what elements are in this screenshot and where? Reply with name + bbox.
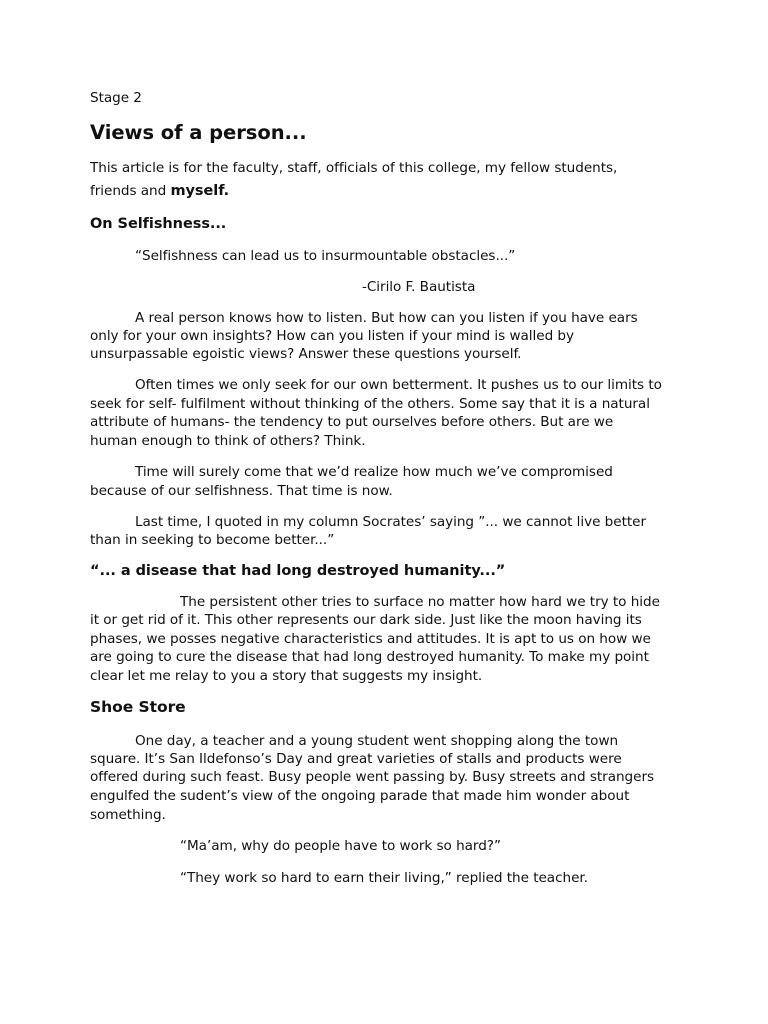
paragraph-line: it or get rid of it. This other represents our dark side. Just like the moon having its xyxy=(90,612,642,628)
paragraph-line: human enough to think of others? Think. xyxy=(90,433,366,449)
paragraph-line: phases, we posses negative characteristics and attitudes. It is apt to us on how we xyxy=(90,631,651,647)
paragraph-line: square. It’s San Ildefonso’s Day and great varieties of stalls and products were xyxy=(90,751,622,767)
dialogue-line: “They work so hard to earn their living,” replied the teacher. xyxy=(180,870,588,886)
paragraph-line: offered during such feast. Busy people went passing by. Busy streets and strangers xyxy=(90,769,655,785)
section-heading-selfishness: On Selfishness... xyxy=(90,216,227,232)
stage-label: Stage 2 xyxy=(90,90,142,106)
paragraph-line: because of our selfishness. That time is now. xyxy=(90,483,393,499)
paragraph-line: Often times we only seek for our own betterment. It pushes us to our limits to xyxy=(135,377,662,393)
paragraph-line: attribute of humans- the tendency to put ourselves before others. But are we xyxy=(90,414,614,430)
paragraph-line: something. xyxy=(90,807,166,823)
quote-text: “Selfishness can lead us to insurmountable obstacles...” xyxy=(135,248,516,264)
paragraph-line: A real person knows how to listen. But how can you listen if you have ears xyxy=(135,310,638,326)
section-heading-shoe-store: Shoe Store xyxy=(90,698,186,716)
paragraph-line: are going to cure the disease that had long destroyed humanity. To make my point xyxy=(90,649,649,665)
paragraph-line: Last time, I quoted in my column Socrates’ saying ”... we cannot live better xyxy=(135,514,646,530)
paragraph-line: engulfed the sudent’s view of the ongoing parade that made him wonder about xyxy=(90,788,630,804)
paragraph-line: clear let me relay to you a story that suggests my insight. xyxy=(90,668,483,684)
intro-line-1: This article is for the faculty, staff, officials of this college, my fellow students, xyxy=(90,160,618,176)
page-title: Views of a person... xyxy=(90,121,307,144)
paragraph-line: unsurpassable egoistic views? Answer these questions yourself. xyxy=(90,346,522,362)
paragraph-line: Time will surely come that we’d realize how much we’ve compromised xyxy=(135,464,613,480)
paragraph-line: seek for self- fulfilment without thinking of the others. Some say that it is a natural xyxy=(90,396,650,412)
section-heading-disease: “... a disease that had long destroyed humanity...” xyxy=(90,563,506,579)
intro-emphasis: myself. xyxy=(170,183,230,199)
intro-line-2-text: friends and xyxy=(90,183,171,199)
paragraph-line: only for your own insights? How can you listen if your mind is walled by xyxy=(90,328,574,344)
dialogue-line: “Ma’am, why do people have to work so hard?” xyxy=(180,838,501,854)
paragraph-line: than in seeking to become better...” xyxy=(90,532,335,548)
paragraph-line: One day, a teacher and a young student went shopping along the town xyxy=(135,733,619,749)
paragraph-line: The persistent other tries to surface no matter how hard we try to hide xyxy=(180,594,660,610)
quote-attribution: -Cirilo F. Bautista xyxy=(362,279,476,295)
intro-line-2 xyxy=(90,182,229,201)
